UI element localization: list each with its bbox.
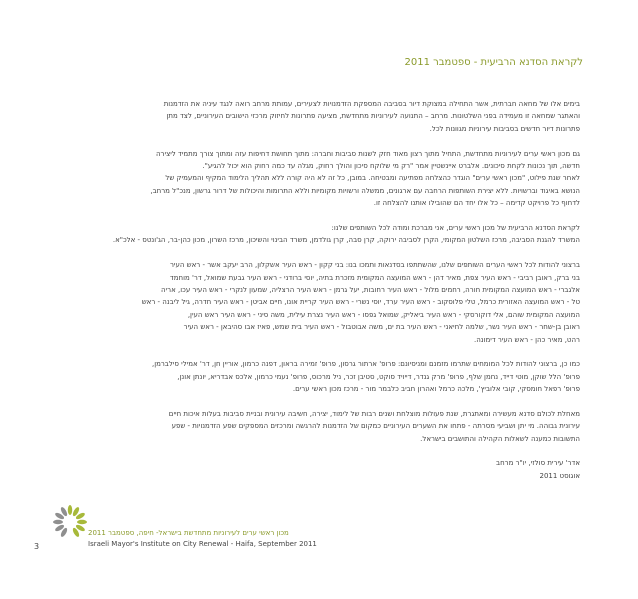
text-line: ראובן בן-שחר - ראש העיר נשר, שלמה לחיאני - ראש העיר בת ים, משה אבוטבול - ראש העיר בית שמש, פאיז אבו סהיבאן - ראש העיר: [183, 323, 580, 332]
signature-block: [60, 457, 580, 482]
text-line: לדחוף כל פרויקט קדימה – כל אלו יחד הם שהובילו אותנו להצלחה זו.: [373, 199, 580, 208]
text-line: טל - ראש המועצה האזורית כרמל, טלי פלוסקוב - ראש העיר ערד, יוסי נשרי - ראש העיר קריית אונו, חיים אביטן - ראש העיר חדרה, גיל ליבנה - ראש: [141, 298, 580, 307]
text-line: והאתגר שמחאה זו מעמידה בפני השלטונות. מרחב – התנועה לעירוניות מתחדשת, מציעה פתרונות לחיזוק מרכזי הישובים העירוניים, לצד מתן: [166, 112, 580, 121]
page-title: לקראת הסדנא הרביעית - ספטמבר 2011: [404, 57, 583, 68]
text-line: מאחלת לכולם סדנא מעשירה ומאתגרת, שנת פעולות מוצלחת ושנים רבות של לימוד, יצירה, חשיבה עירונית ובניית סביבות בעלות איכות חיים: [168, 410, 580, 419]
text-line: לאחר שנת פילוט, "מכון ראשי ערים" הוגדר כהצלחה מפתיעה ומבטיחה. במובן, כל זה לא היה קורה ללא תהליך הלימוד המקיף והמעמיק של: [165, 174, 580, 183]
institute-logo-icon: [52, 504, 88, 550]
letter-body: [60, 98, 580, 482]
footer: [88, 528, 388, 550]
paragraph-5: [60, 358, 580, 395]
text-line: הנושא באיגוד וברשויות. ללא יצירת השותפות הרחבה עם ארגונים, ממשלה ורשויות מקומיות וללא התרומות והיכולות של דרור גרשון, מנכ"ל מרחב,: [150, 186, 580, 195]
text-line: המועצה המקומית שוהם, אלי דוקורסקי - ראש העיר ביאליק, שמואל גפסו - ראש העיר נצרת עילית, משה סיני - ראש העיר ראש העין,: [187, 310, 580, 319]
text-line: כמו כן, ברצוני להודות לכל המומחים שתרמו מזמנם ומניסיונם: פרופ' ארתור גרסון, פרופ' זמירה בראון, דפנה כרמון, אוריין חן, דר' אמילי סילברמן,: [151, 360, 580, 369]
signature-date: אוגוסט 2011: [539, 471, 580, 480]
signature-name: אדר' עירית סולזי, יו"ר מרחב: [496, 459, 580, 468]
text-line: התשובות כמענה לשאלות הקהילה והתושבים בישראל.: [420, 434, 580, 443]
text-line: לקראת הסדנא הרביעית של מכון ראשי ערים, אני מברכת ומודה לכל השותפים שלנו:: [331, 224, 580, 233]
paragraph-2: [60, 148, 580, 210]
text-line: רהט, מאיר כהן - ראש העיר דימונה.: [473, 335, 580, 344]
text-line: ברצוני להודות לכל ראשי הערים השותפים שלנו, שהשתתפו בסדנאות ותמכו בנו: בני קקון - ראש העיר אשקלון, הרב יעקב אשר - ראש העיר: [169, 261, 580, 270]
footer-hebrew: מכון ראשי ערים לעירוניות מתחדשת בישראל- חיפה, ספטמבר 2011: [88, 529, 289, 537]
paragraph-3: [60, 222, 580, 247]
paragraph-6: [60, 408, 580, 445]
footer-english: Israeli Mayor's Institute on City Renewal - Haifa, September 2011: [88, 540, 317, 548]
text-line: אלגברי - ראש המועצה המקומית חורה, רחמים מלול - ראש העיר רחובות, יעל גרמן - ראש העיר הרצליה, שמעון לנקרי - ראש העיר עכו, אריה: [160, 286, 580, 295]
text-line: עירונית גבוהה. מי יתן ושביעי מסרתה - פתחו את השערים העירוניים כמקום של הזדמנות להרגשה ומרכזים המספקים שפע הזדמנויות - שפע: [171, 422, 580, 431]
text-line: פרופ' הלל שוקן, מוטי דייד, נחמן שלף, פרופ' מרק גנדר, דייויד סוקט, סטיבן זכר, ניל מרכוס, פרופ' נעמי כרמון, אלכס אבדריא, יונתן אונן,: [177, 372, 580, 381]
text-line: המשרד להגנת הסביבה, מרכז השלטון המקומי, הקרן לסביבה ירוקה, קרן סבה, קרן גולדמן, משרד הבינוי והשיכון, מרכז השרון, מכון כהן-בר, הג'ונטס - אלכ"א.: [112, 236, 580, 245]
text-line: בימים אלו של מחאה חברתית, אשר התחילה במצוקת דיור בסביבה המספקת הזדמנויות לצעירים, עמותת מרחב רואה לנגד עיניה את הזדמנות: [163, 100, 580, 108]
paragraph-1: [60, 98, 580, 135]
text-line: גם מכון ראשי ערים לעירוניות מתחדשת, התחיל מתוך רצון מאוד חזק לשנות סביבות וחברה: מתוך תחושת דחיפות עזה ומתוך צורך מתמיד ליצירה: [155, 149, 580, 158]
text-line: בני ברק, ראובן רביבי - ראש העיר צפת, מאיר דהן - ראש המועצה המקומית מזכרת בתיה, יוסי ברודני - ראש העיר גבעת שמואל, דר' מוחמד: [169, 273, 580, 282]
text-line: פרופ' רפאל חומסקי, קובי אלוביץ', מלכה כרמל ואהרון חביב כלבמר מור - מרכז מכון ראשי ערים.: [292, 385, 580, 394]
text-line: פתרונות דיור חדשים בסביבות עירוניות מגוונות לכל.: [429, 124, 580, 133]
text-line: חדשה, תוך נכונות לקחת סיכונים. אלברט איינשטיין אמר "רק מי שלוקח סיכון והולך רחוק, מגלה עד כמה רחוק הוא יכול להגיע".: [202, 162, 580, 171]
paragraph-4: [60, 259, 580, 346]
page-number: 3: [34, 542, 40, 551]
